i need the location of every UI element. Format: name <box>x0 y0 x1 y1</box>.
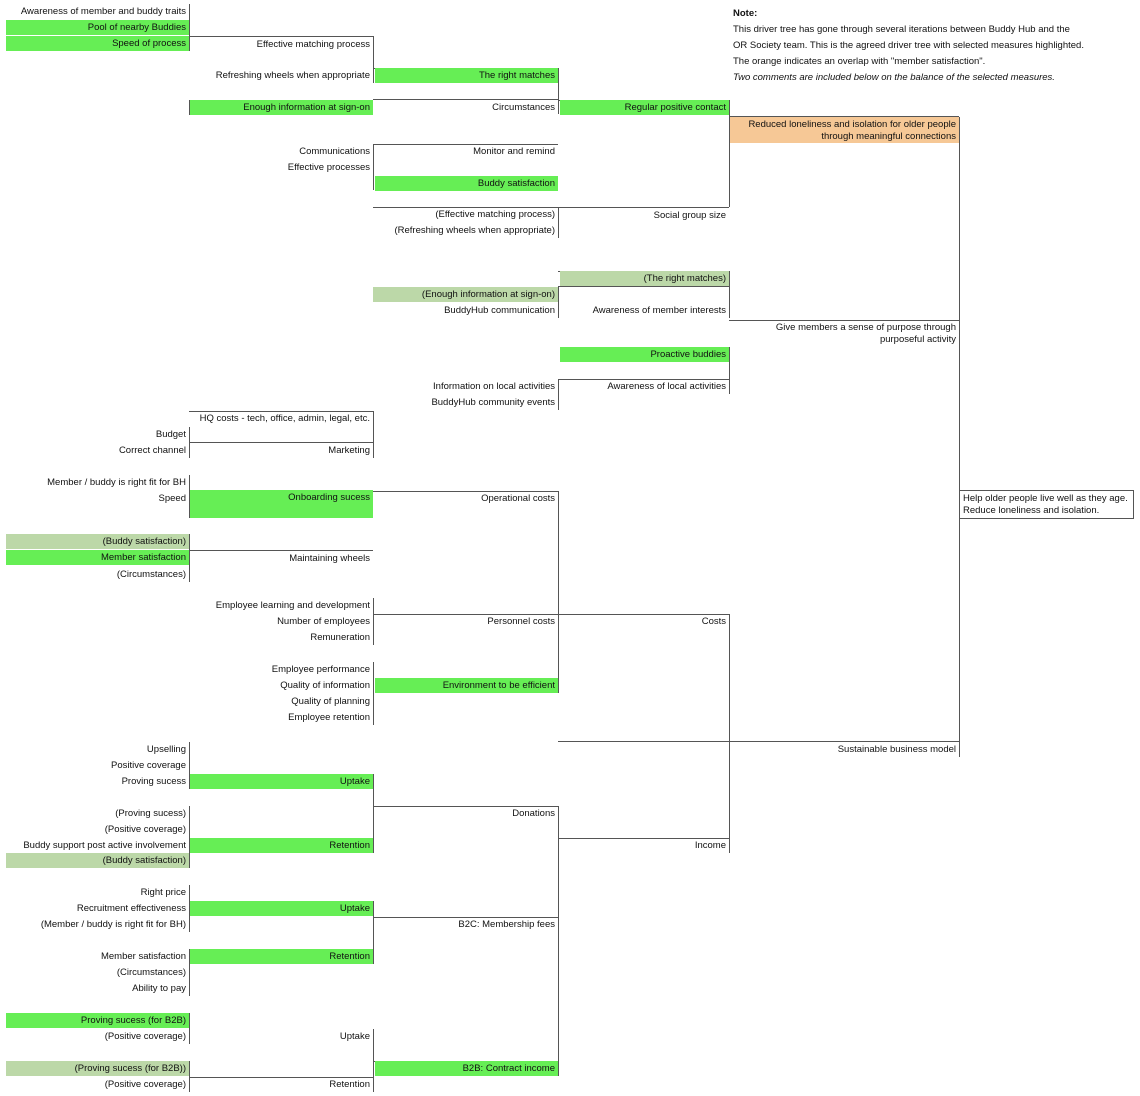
tree-node: Pool of nearby Buddies <box>6 20 189 35</box>
tree-node: (Circumstances) <box>116 967 186 978</box>
tree-node: Right price <box>140 887 186 898</box>
tree-node: Proactive buddies <box>560 347 729 362</box>
tree-root: Help older people live well as they age. Reduce loneliness and isolation. <box>959 490 1134 519</box>
tree-node: Information on local activities <box>433 381 555 392</box>
tree-node: (Proving sucess (for B2B)) <box>6 1061 189 1076</box>
tree-node: Buddy satisfaction <box>375 176 558 191</box>
tree-node: Uptake <box>339 1031 370 1042</box>
tree-node: Reduced loneliness and isolation for older people through meaningful connections <box>730 117 959 143</box>
tree-node: (Enough information at sign-on) <box>373 287 558 302</box>
tree-node: HQ costs - tech, office, admin, legal, etc. <box>199 413 370 424</box>
tree-node: Buddy support post active involvement <box>23 840 186 851</box>
tree-node: Positive coverage <box>111 760 186 771</box>
tree-node: Quality of planning <box>291 696 370 707</box>
tree-node: (Buddy satisfaction) <box>6 853 189 868</box>
tree-node: Proving sucess <box>121 776 186 787</box>
tree-node: Employee performance <box>271 664 370 675</box>
tree-node: Employee learning and development <box>215 600 370 611</box>
tree-node: (Circumstances) <box>116 569 186 580</box>
tree-node: Refreshing wheels when appropriate <box>215 70 370 81</box>
note-title: Note: <box>733 8 758 19</box>
tree-node: Budget <box>155 429 186 440</box>
tree-node: Member satisfaction <box>6 550 189 565</box>
tree-node: Donations <box>512 808 555 819</box>
tree-node: Enough information at sign-on <box>190 100 373 115</box>
tree-node: Effective processes <box>287 162 370 173</box>
tree-node: Circumstances <box>492 102 555 113</box>
tree-node: Speed <box>158 493 186 504</box>
tree-node: Number of employees <box>277 616 370 627</box>
tree-node: (The right matches) <box>560 271 729 286</box>
tree-node: Member / buddy is right fit for BH <box>47 477 186 488</box>
tree-node: (Member / buddy is right fit for BH) <box>40 919 186 930</box>
tree-node: Sustainable business model <box>837 744 956 755</box>
tree-node: The right matches <box>375 68 558 83</box>
tree-node: Awareness of member interests <box>592 305 726 316</box>
tree-node: Awareness of local activities <box>607 381 726 392</box>
tree-node: (Buddy satisfaction) <box>6 534 189 549</box>
tree-node: Retention <box>190 949 373 964</box>
tree-node: Retention <box>329 1079 370 1090</box>
tree-node: Give members a sense of purpose through purposeful activity <box>775 322 956 345</box>
tree-node: (Proving sucess) <box>115 808 186 819</box>
tree-node: Environment to be efficient <box>375 678 558 693</box>
tree-node: Costs <box>701 616 726 627</box>
tree-node: Communications <box>299 146 370 157</box>
tree-node: Quality of information <box>280 680 370 691</box>
tree-node: (Positive coverage) <box>104 824 186 835</box>
tree-node: (Positive coverage) <box>104 1079 186 1090</box>
note-line: The orange indicates an overlap with "member satisfaction". <box>733 56 986 67</box>
tree-node: Remuneration <box>310 632 370 643</box>
tree-node: Ability to pay <box>132 983 186 994</box>
tree-node: (Refreshing wheels when appropriate) <box>394 225 555 236</box>
tree-node: Correct channel <box>118 445 186 456</box>
tree-node: BuddyHub community events <box>431 397 555 408</box>
tree-node: B2C: Membership fees <box>458 919 555 930</box>
tree-node: Awareness of member and buddy traits <box>20 6 186 17</box>
tree-node: Personnel costs <box>487 616 555 627</box>
tree-node: Operational costs <box>481 493 555 504</box>
tree-node: Member satisfaction <box>100 951 186 962</box>
tree-node: Uptake <box>190 901 373 916</box>
tree-node: Uptake <box>190 774 373 789</box>
note-line: OR Society team. This is the agreed driver tree with selected measures highlighted. <box>733 40 1084 51</box>
note-line: This driver tree has gone through several iterations between Buddy Hub and the <box>733 24 1070 35</box>
tree-node: Upselling <box>146 744 186 755</box>
tree-node: Social group size <box>653 210 726 221</box>
tree-node: Monitor and remind <box>473 146 555 157</box>
tree-node: Effective matching process <box>256 39 370 50</box>
tree-node: Onboarding sucess <box>190 490 373 518</box>
tree-node: Employee retention <box>288 712 370 723</box>
tree-node: Regular positive contact <box>560 100 729 115</box>
note-comment: Two comments are included below on the balance of the selected measures. <box>733 72 1055 83</box>
tree-node: Recruitment effectiveness <box>76 903 186 914</box>
tree-node: Marketing <box>328 445 370 456</box>
tree-node: (Effective matching process) <box>435 209 555 220</box>
tree-node: Speed of process <box>6 36 189 51</box>
tree-node: Maintaining wheels <box>289 553 370 564</box>
tree-node: BuddyHub communication <box>444 305 555 316</box>
tree-node: Proving sucess (for B2B) <box>6 1013 189 1028</box>
tree-node: Income <box>694 840 726 851</box>
tree-node: (Positive coverage) <box>104 1031 186 1042</box>
note-box <box>733 6 1093 86</box>
tree-node: Retention <box>190 838 373 853</box>
tree-node: B2B: Contract income <box>375 1061 558 1076</box>
